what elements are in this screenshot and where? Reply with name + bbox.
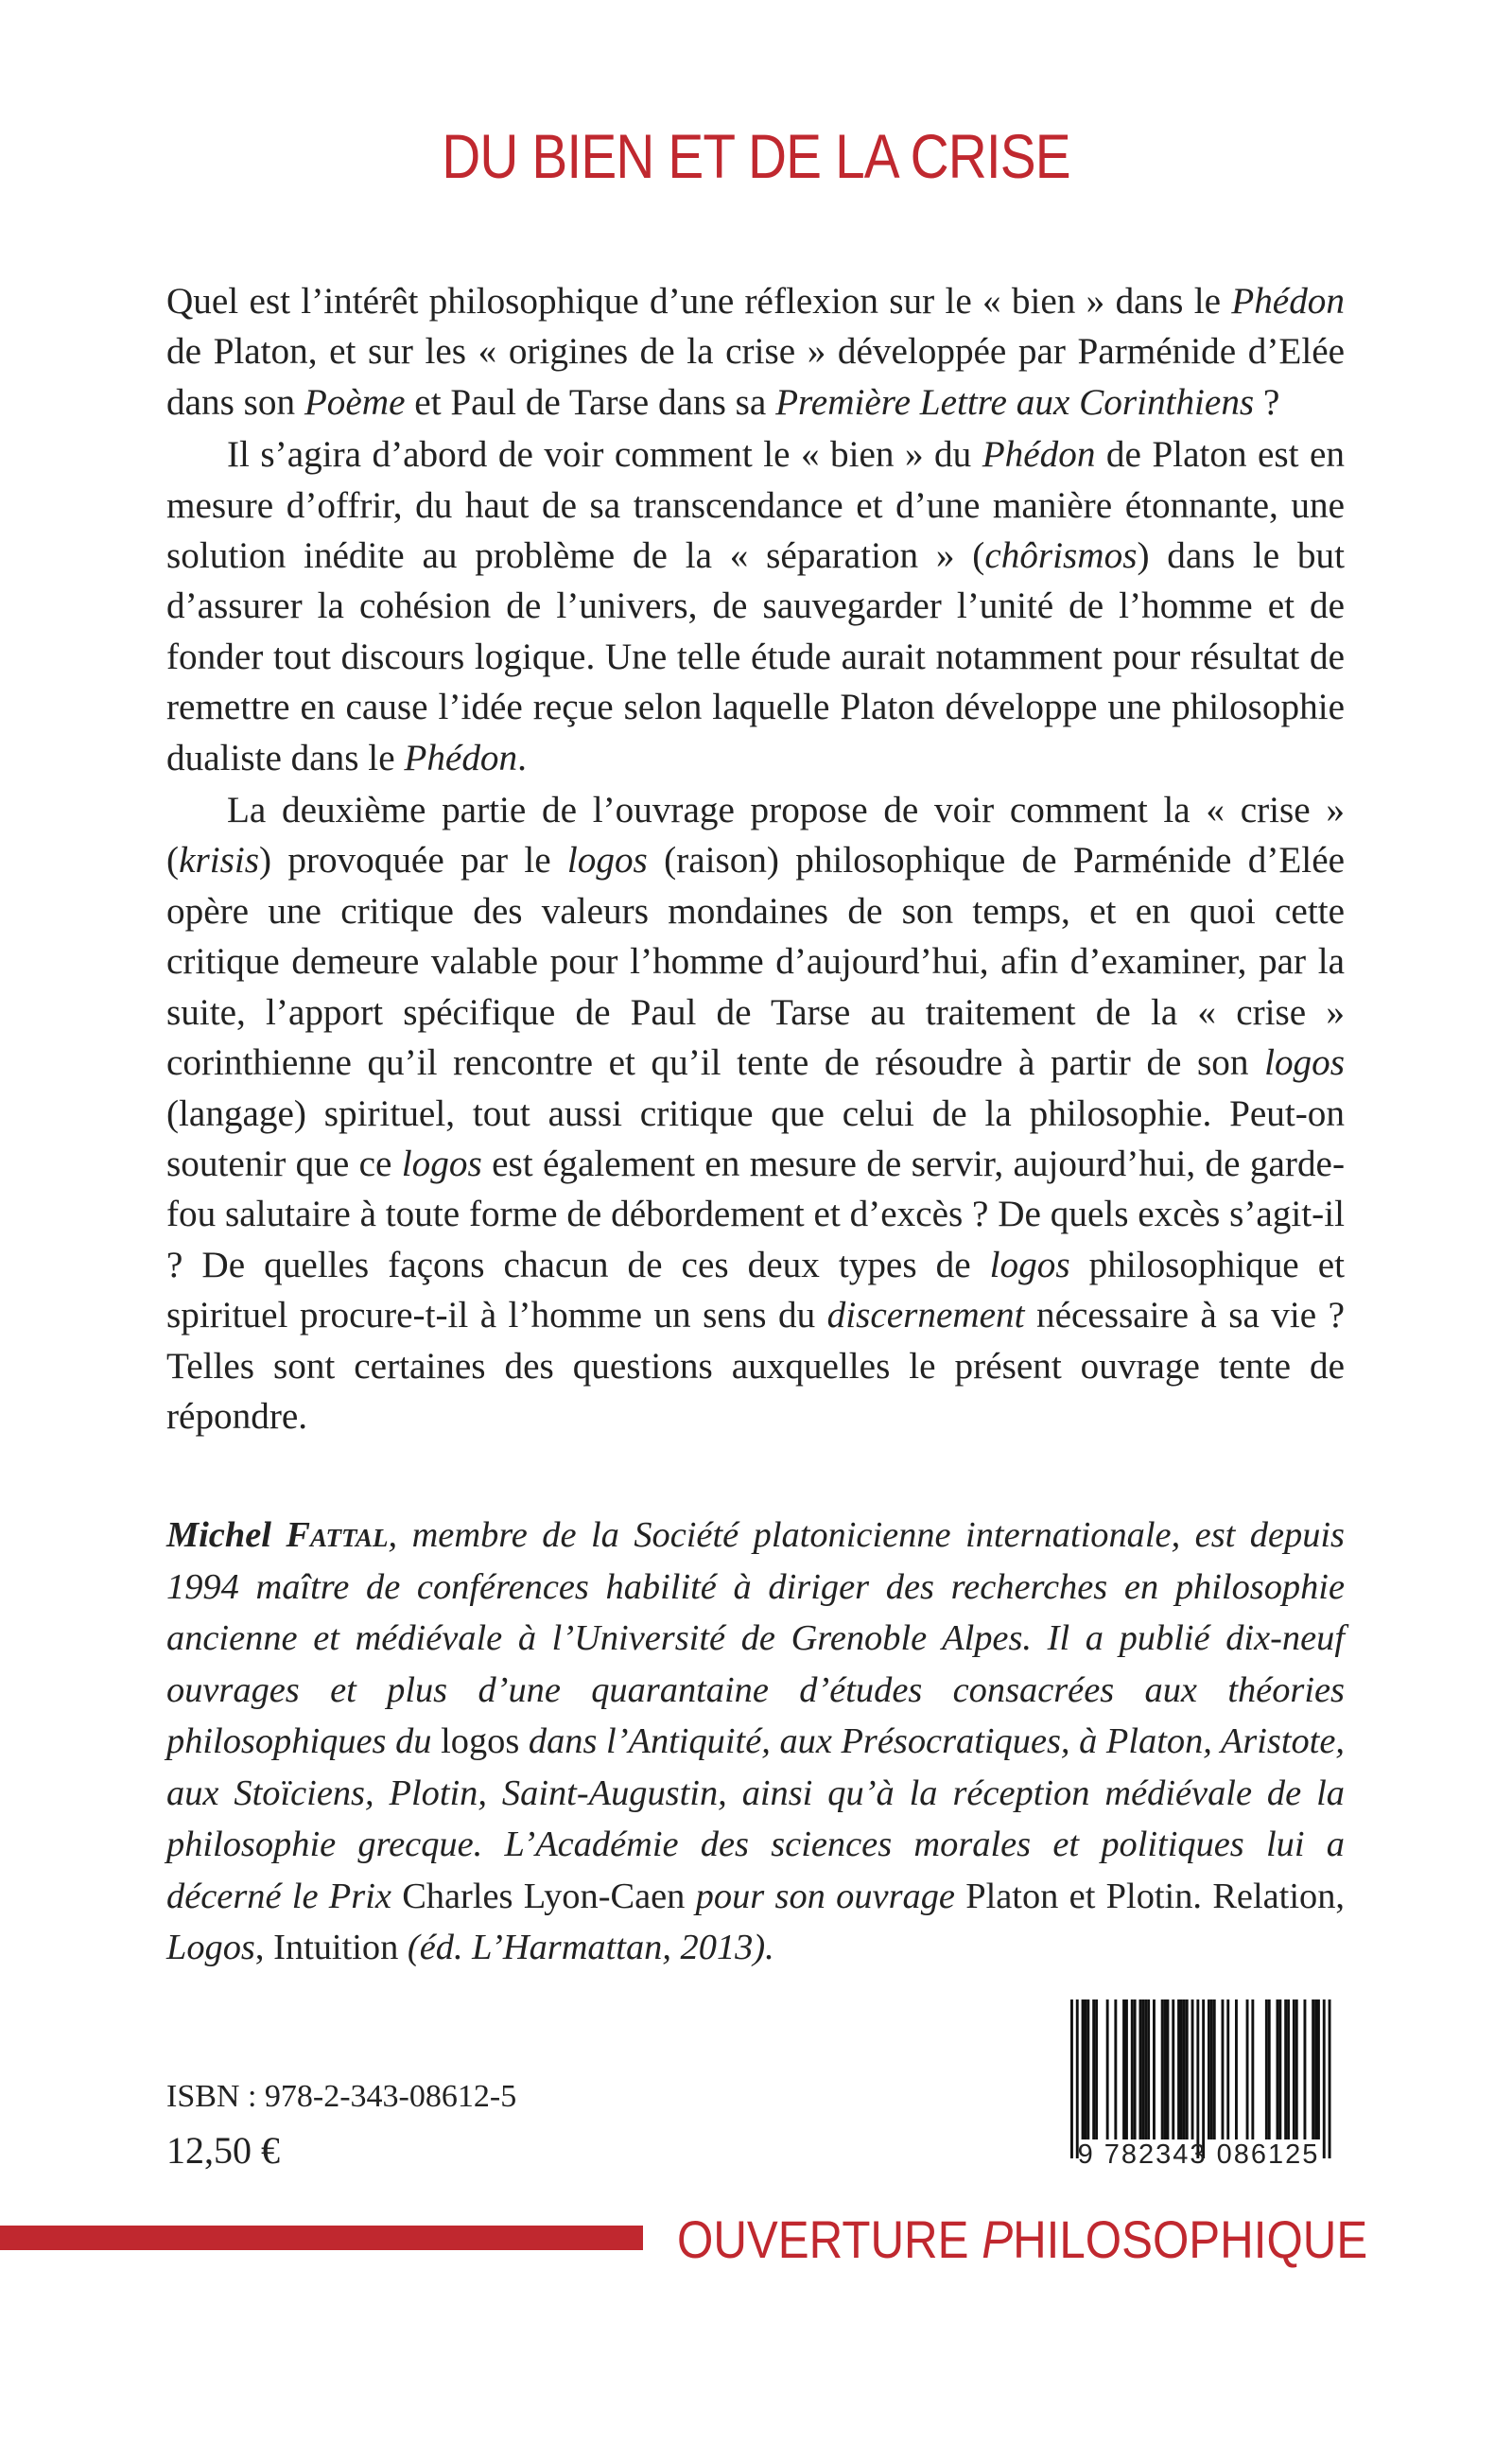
barcode-bar	[1172, 1999, 1174, 2139]
barcode-bar	[1284, 1999, 1287, 2139]
barcode-bar	[1070, 1999, 1073, 2158]
barcode-bar	[1114, 1999, 1117, 2139]
barcode-bar	[1106, 1999, 1109, 2139]
barcode-bar	[1183, 1999, 1186, 2139]
barcode-bar	[1095, 1999, 1098, 2139]
barcode-bar	[1226, 1999, 1229, 2139]
barcode-bar	[1210, 1999, 1213, 2139]
barcode-bar	[1086, 1999, 1089, 2139]
barcode-bar	[1082, 1999, 1085, 2139]
barcode-bar	[1287, 1999, 1290, 2139]
barcode-bar	[1235, 1999, 1238, 2139]
barcode	[1050, 1998, 1347, 2187]
barcode-bar	[1085, 1999, 1087, 2139]
barcode-bar	[1196, 1999, 1199, 2158]
barcode-bar	[1277, 1999, 1279, 2139]
barcode-bar	[1265, 1999, 1268, 2139]
barcode-bar	[1186, 1999, 1189, 2139]
blurb-paragraph-3: La deuxième partie de l’ouvrage propose de voir comment la « crise » (krisis) provoquée par le logos (raison) philosophique de Parménide d’Elée opère une critique des valeurs mondaines de son temps, et en quoi cette critique demeure valable pour l’homme d’aujourd’hui, afin d’examiner, par la suite, l’apport spécifique de Paul de Tarse au traitement de la « crise » corinthienne qu’il rencontre et qu’il tente de résoudre à partir de son logos (langage) spirituel, tout aussi critique que celui de la philosophie. Peut-on soutenir que ce logos est également en mesure de servir, aujourd’hui, de garde-fou salutaire à toute forme de débordement et d’excès ? De quels excès s’agit-il ? De quelles façons chacun de ces deux types de logos philosophique et spirituel procure-t-il à l’homme un sens du discernement nécessaire à sa vie ? Telles sont certaines des questions auxquelles le présent ouvrage tente de répondre.	[166, 790, 1345, 1437]
blurb-text	[166, 276, 1345, 1443]
barcode-bar	[1167, 1999, 1170, 2139]
barcode-digits: 9 782343 086125	[1077, 2139, 1320, 2170]
barcode-bar	[1202, 1999, 1205, 2158]
barcode-bar	[1122, 1999, 1125, 2139]
price-text: 12,50 €	[166, 2129, 280, 2172]
book-title: DU BIEN ET DE LA CRISE	[442, 121, 1070, 191]
barcode-bar	[1144, 1999, 1147, 2139]
barcode-bar	[1251, 1999, 1254, 2139]
barcode-bar	[1293, 1999, 1295, 2139]
barcode-bar	[1153, 1999, 1156, 2139]
barcode-bar	[1076, 1999, 1079, 2158]
barcode-bar	[1213, 1999, 1216, 2139]
barcode-bar	[1268, 1999, 1271, 2139]
barcode-bar	[1177, 1999, 1180, 2139]
barcode-bar	[1208, 1999, 1210, 2139]
series-name: OUVERTURE PHILOSOPHIQUE	[677, 2209, 1368, 2269]
blurb-paragraph-1: Quel est l’intérêt philosophique d’une réflexion sur le « bien » dans le Phédon de Platon, et sur les « origines de la crise » développée par Parménide d’Elée dans son Poème et Paul de Tarse dans sa Première Lettre aux Corinthiens ?	[166, 281, 1345, 423]
barcode-bar	[1141, 1999, 1144, 2139]
barcode-bar	[1139, 1999, 1142, 2139]
isbn-text: ISBN : 978-2-343-08612-5	[166, 2079, 517, 2114]
barcode-bar	[1092, 1999, 1095, 2139]
barcode-bar	[1147, 1999, 1150, 2139]
author-bio: Michel Fattal, membre de la Société platonicienne internationale, est depuis 1994 maître de conférences habilité à diriger des recherches en philosophie ancienne et médiévale à l’Université de Grenoble Alpes. Il a publié dix-neuf ouvrages et plus d’une quarantaine d’études consacrées aux théories philosophiques du logos dans l’Antiquité, aux Présocratiques, à Platon, Aristote, aux Stoïciens, Plotin, Saint-Augustin, ainsi qu’à la réception médiévale de la philosophie grecque. L’Académie des sciences morales et politiques lui a décerné le Prix Charles Lyon-Caen pour son ouvrage Platon et Plotin. Relation, Logos, Intuition (éd. L’Harmattan, 2013).	[166, 1515, 1345, 1967]
series-band	[0, 2226, 643, 2250]
barcode-bar	[1161, 1999, 1164, 2139]
blurb-paragraph-2: Il s’agira d’abord de voir comment le « bien » du Phédon de Platon est en mesure d’offrir, du haut de sa transcendance et d’une manière étonnante, une solution inédite au problème de la « séparation » (chôrismos) dans le but d’assurer la cohésion de l’univers, de sauvegarder l’unité de l’homme et de fonder tout discours logique. Une telle étude aurait notamment pour résultat de remettre en cause l’idée reçue selon laquelle Platon développe une philosophie dualiste dans le Phédon.	[166, 434, 1346, 778]
barcode-bar	[1164, 1999, 1167, 2139]
barcode-bar	[1304, 1999, 1307, 2139]
barcode-bar	[1222, 1999, 1225, 2139]
barcode-bar	[1295, 1999, 1298, 2139]
barcode-bar	[1323, 1999, 1326, 2158]
barcode-bar	[1246, 1999, 1249, 2139]
barcode-bar	[1317, 1999, 1320, 2139]
barcode-bar	[1312, 1999, 1314, 2139]
barcode-bar	[1131, 1999, 1134, 2139]
barcode-bar	[1191, 1999, 1194, 2139]
barcode-bar	[1180, 1999, 1183, 2139]
barcode-bar	[1125, 1999, 1128, 2139]
barcode-bar	[1278, 1999, 1281, 2139]
author-last-name: Fattal	[286, 1515, 389, 1555]
author-first-name: Michel	[166, 1515, 271, 1555]
barcode-bar	[1134, 1999, 1137, 2139]
barcode-bar	[1314, 1999, 1317, 2139]
barcode-bar	[1329, 1999, 1331, 2158]
